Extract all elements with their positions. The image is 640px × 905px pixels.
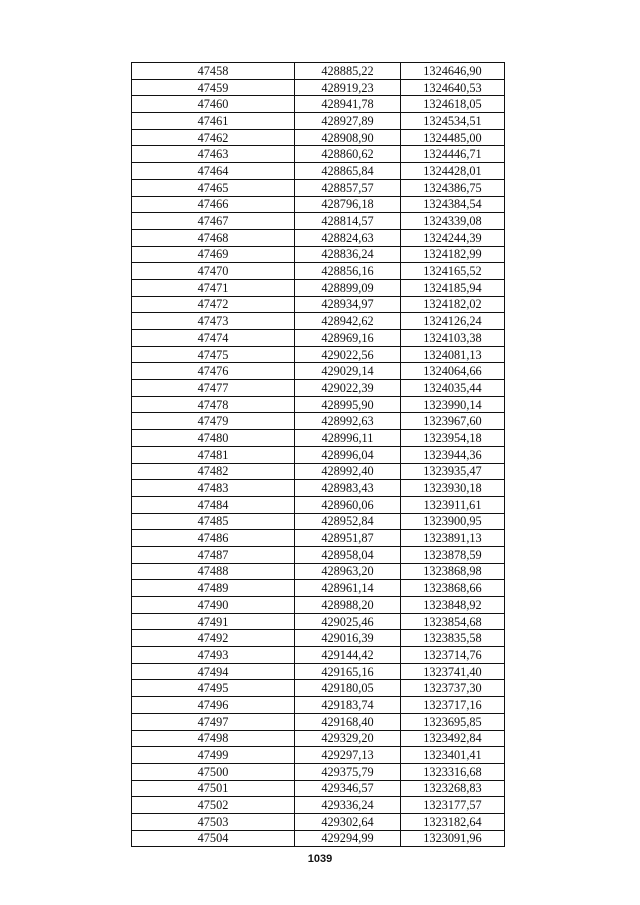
point-number-cell: 47465	[132, 179, 295, 196]
x-coordinate-cell: 428857,57	[295, 179, 401, 196]
x-coordinate-cell: 429025,46	[295, 613, 401, 630]
y-coordinate-cell: 1323316,68	[401, 763, 505, 780]
x-coordinate-cell: 428908,90	[295, 129, 401, 146]
y-coordinate-cell: 1324182,99	[401, 246, 505, 263]
table-row	[132, 597, 505, 614]
table-row	[132, 713, 505, 730]
x-coordinate-cell: 428951,87	[295, 530, 401, 547]
y-coordinate-cell: 1323835,58	[401, 630, 505, 647]
point-number-cell: 47496	[132, 697, 295, 714]
point-number-cell: 47500	[132, 763, 295, 780]
point-number-cell: 47480	[132, 430, 295, 447]
y-coordinate-cell: 1323935,47	[401, 463, 505, 480]
y-coordinate-cell: 1323854,68	[401, 613, 505, 630]
table-row	[132, 63, 505, 80]
point-number-cell: 47487	[132, 546, 295, 563]
y-coordinate-cell: 1324339,08	[401, 213, 505, 230]
y-coordinate-cell: 1323091,96	[401, 830, 505, 847]
point-number-cell: 47495	[132, 680, 295, 697]
point-number-cell: 47475	[132, 346, 295, 363]
y-coordinate-cell: 1323268,83	[401, 780, 505, 797]
coordinates-table	[131, 62, 505, 847]
table-row	[132, 546, 505, 563]
y-coordinate-cell: 1323741,40	[401, 663, 505, 680]
x-coordinate-cell: 428814,57	[295, 213, 401, 230]
y-coordinate-cell: 1323868,66	[401, 580, 505, 597]
x-coordinate-cell: 428952,84	[295, 513, 401, 530]
point-number-cell: 47468	[132, 229, 295, 246]
table-row	[132, 213, 505, 230]
x-coordinate-cell: 428988,20	[295, 597, 401, 614]
table-row	[132, 413, 505, 430]
point-number-cell: 47472	[132, 296, 295, 313]
point-number-cell: 47490	[132, 597, 295, 614]
point-number-cell: 47466	[132, 196, 295, 213]
y-coordinate-cell: 1323891,13	[401, 530, 505, 547]
y-coordinate-cell: 1323868,98	[401, 563, 505, 580]
y-coordinate-cell: 1323911,61	[401, 496, 505, 513]
x-coordinate-cell: 428927,89	[295, 113, 401, 130]
point-number-cell: 47486	[132, 530, 295, 547]
point-number-cell: 47458	[132, 63, 295, 80]
coordinates-table-body	[132, 63, 505, 847]
x-coordinate-cell: 428934,97	[295, 296, 401, 313]
x-coordinate-cell: 428824,63	[295, 229, 401, 246]
x-coordinate-cell: 429016,39	[295, 630, 401, 647]
point-number-cell: 47497	[132, 713, 295, 730]
x-coordinate-cell: 429336,24	[295, 797, 401, 814]
point-number-cell: 47471	[132, 279, 295, 296]
x-coordinate-cell: 428996,11	[295, 430, 401, 447]
x-coordinate-cell: 429346,57	[295, 780, 401, 797]
y-coordinate-cell: 1324182,02	[401, 296, 505, 313]
point-number-cell: 47491	[132, 613, 295, 630]
y-coordinate-cell: 1324534,51	[401, 113, 505, 130]
x-coordinate-cell: 429302,64	[295, 813, 401, 830]
table-row	[132, 680, 505, 697]
table-row	[132, 463, 505, 480]
x-coordinate-cell: 428961,14	[295, 580, 401, 597]
table-row	[132, 763, 505, 780]
y-coordinate-cell: 1324165,52	[401, 263, 505, 280]
point-number-cell: 47501	[132, 780, 295, 797]
y-coordinate-cell: 1323177,57	[401, 797, 505, 814]
point-number-cell: 47499	[132, 747, 295, 764]
point-number-cell: 47484	[132, 496, 295, 513]
y-coordinate-cell: 1323944,36	[401, 446, 505, 463]
y-coordinate-cell: 1324126,24	[401, 313, 505, 330]
point-number-cell: 47503	[132, 813, 295, 830]
x-coordinate-cell: 429168,40	[295, 713, 401, 730]
x-coordinate-cell: 429297,13	[295, 747, 401, 764]
table-row	[132, 396, 505, 413]
y-coordinate-cell: 1323900,95	[401, 513, 505, 530]
x-coordinate-cell: 429329,20	[295, 730, 401, 747]
table-row	[132, 79, 505, 96]
x-coordinate-cell: 429022,56	[295, 346, 401, 363]
y-coordinate-cell: 1323695,85	[401, 713, 505, 730]
x-coordinate-cell: 428995,90	[295, 396, 401, 413]
x-coordinate-cell: 429144,42	[295, 647, 401, 664]
x-coordinate-cell: 428860,62	[295, 146, 401, 163]
table-row	[132, 113, 505, 130]
y-coordinate-cell: 1324640,53	[401, 79, 505, 96]
y-coordinate-cell: 1323990,14	[401, 396, 505, 413]
table-row	[132, 263, 505, 280]
table-row	[132, 630, 505, 647]
table-row	[132, 530, 505, 547]
point-number-cell: 47498	[132, 730, 295, 747]
point-number-cell: 47462	[132, 129, 295, 146]
table-row	[132, 380, 505, 397]
x-coordinate-cell: 429183,74	[295, 697, 401, 714]
table-row	[132, 163, 505, 180]
x-coordinate-cell: 428796,18	[295, 196, 401, 213]
y-coordinate-cell: 1323737,30	[401, 680, 505, 697]
table-row	[132, 229, 505, 246]
table-row	[132, 330, 505, 347]
x-coordinate-cell: 428960,06	[295, 496, 401, 513]
y-coordinate-cell: 1323182,64	[401, 813, 505, 830]
point-number-cell: 47469	[132, 246, 295, 263]
y-coordinate-cell: 1323930,18	[401, 480, 505, 497]
table-row	[132, 346, 505, 363]
y-coordinate-cell: 1324428,01	[401, 163, 505, 180]
table-row	[132, 313, 505, 330]
point-number-cell: 47489	[132, 580, 295, 597]
y-coordinate-cell: 1324244,39	[401, 229, 505, 246]
point-number-cell: 47502	[132, 797, 295, 814]
y-coordinate-cell: 1324646,90	[401, 63, 505, 80]
x-coordinate-cell: 428885,22	[295, 63, 401, 80]
table-row	[132, 563, 505, 580]
x-coordinate-cell: 428958,04	[295, 546, 401, 563]
x-coordinate-cell: 428941,78	[295, 96, 401, 113]
point-number-cell: 47479	[132, 413, 295, 430]
y-coordinate-cell: 1323967,60	[401, 413, 505, 430]
table-row	[132, 179, 505, 196]
y-coordinate-cell: 1323717,16	[401, 697, 505, 714]
table-row	[132, 446, 505, 463]
y-coordinate-cell: 1323878,59	[401, 546, 505, 563]
table-row	[132, 697, 505, 714]
page-number: 1039	[307, 853, 333, 865]
table-row	[132, 430, 505, 447]
y-coordinate-cell: 1324103,38	[401, 330, 505, 347]
table-row	[132, 797, 505, 814]
y-coordinate-cell: 1324446,71	[401, 146, 505, 163]
table-row	[132, 496, 505, 513]
point-number-cell: 47488	[132, 563, 295, 580]
point-number-cell: 47485	[132, 513, 295, 530]
x-coordinate-cell: 428836,24	[295, 246, 401, 263]
table-row	[132, 647, 505, 664]
table-row	[132, 580, 505, 597]
y-coordinate-cell: 1323848,92	[401, 597, 505, 614]
point-number-cell: 47494	[132, 663, 295, 680]
point-number-cell: 47478	[132, 396, 295, 413]
point-number-cell: 47492	[132, 630, 295, 647]
table-row	[132, 513, 505, 530]
x-coordinate-cell: 428963,20	[295, 563, 401, 580]
y-coordinate-cell: 1323401,41	[401, 747, 505, 764]
y-coordinate-cell: 1324035,44	[401, 380, 505, 397]
table-row	[132, 363, 505, 380]
x-coordinate-cell: 428899,09	[295, 279, 401, 296]
table-row	[132, 663, 505, 680]
y-coordinate-cell: 1324064,66	[401, 363, 505, 380]
x-coordinate-cell: 429375,79	[295, 763, 401, 780]
point-number-cell: 47481	[132, 446, 295, 463]
point-number-cell: 47464	[132, 163, 295, 180]
table-row	[132, 296, 505, 313]
point-number-cell: 47476	[132, 363, 295, 380]
x-coordinate-cell: 428919,23	[295, 79, 401, 96]
point-number-cell: 47493	[132, 647, 295, 664]
x-coordinate-cell: 429022,39	[295, 380, 401, 397]
point-number-cell: 47474	[132, 330, 295, 347]
table-row	[132, 730, 505, 747]
table-row	[132, 813, 505, 830]
table-row	[132, 129, 505, 146]
point-number-cell: 47461	[132, 113, 295, 130]
table-row	[132, 196, 505, 213]
table-row	[132, 747, 505, 764]
y-coordinate-cell: 1324386,75	[401, 179, 505, 196]
table-row	[132, 780, 505, 797]
table-row	[132, 246, 505, 263]
table-row	[132, 96, 505, 113]
point-number-cell: 47470	[132, 263, 295, 280]
x-coordinate-cell: 428996,04	[295, 446, 401, 463]
point-number-cell: 47460	[132, 96, 295, 113]
y-coordinate-cell: 1324618,05	[401, 96, 505, 113]
y-coordinate-cell: 1323714,76	[401, 647, 505, 664]
point-number-cell: 47482	[132, 463, 295, 480]
x-coordinate-cell: 428992,63	[295, 413, 401, 430]
point-number-cell: 47473	[132, 313, 295, 330]
point-number-cell: 47459	[132, 79, 295, 96]
point-number-cell: 47477	[132, 380, 295, 397]
table-row	[132, 830, 505, 847]
y-coordinate-cell: 1324384,54	[401, 196, 505, 213]
y-coordinate-cell: 1323954,18	[401, 430, 505, 447]
table-row	[132, 146, 505, 163]
x-coordinate-cell: 428969,16	[295, 330, 401, 347]
point-number-cell: 47504	[132, 830, 295, 847]
x-coordinate-cell: 428983,43	[295, 480, 401, 497]
y-coordinate-cell: 1324485,00	[401, 129, 505, 146]
x-coordinate-cell: 429165,16	[295, 663, 401, 680]
y-coordinate-cell: 1324081,13	[401, 346, 505, 363]
table-row	[132, 613, 505, 630]
table-row	[132, 480, 505, 497]
point-number-cell: 47463	[132, 146, 295, 163]
point-number-cell: 47467	[132, 213, 295, 230]
x-coordinate-cell: 428865,84	[295, 163, 401, 180]
y-coordinate-cell: 1324185,94	[401, 279, 505, 296]
x-coordinate-cell: 429029,14	[295, 363, 401, 380]
x-coordinate-cell: 429180,05	[295, 680, 401, 697]
x-coordinate-cell: 429294,99	[295, 830, 401, 847]
table-row	[132, 279, 505, 296]
y-coordinate-cell: 1323492,84	[401, 730, 505, 747]
point-number-cell: 47483	[132, 480, 295, 497]
x-coordinate-cell: 428942,62	[295, 313, 401, 330]
x-coordinate-cell: 428856,16	[295, 263, 401, 280]
x-coordinate-cell: 428992,40	[295, 463, 401, 480]
